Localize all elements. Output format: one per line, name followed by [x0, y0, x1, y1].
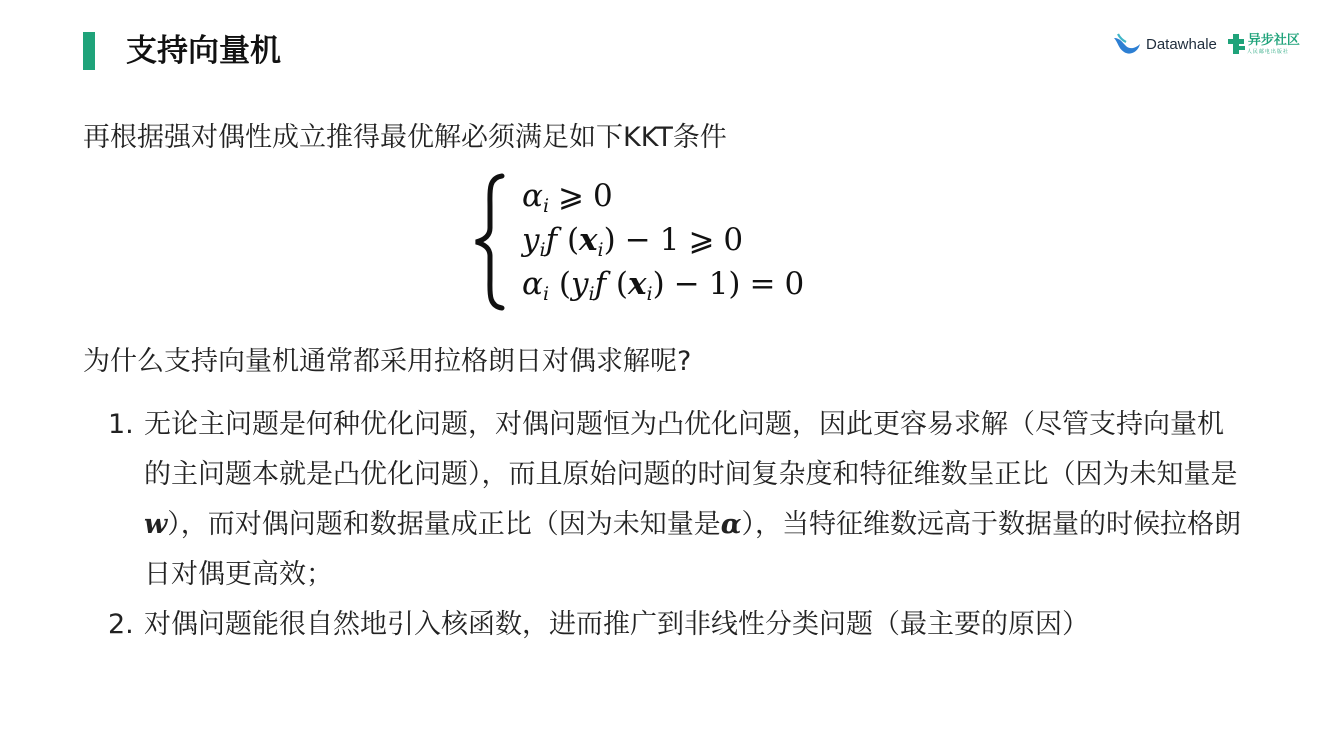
kkt-condition-3: $\alpha_i$ ($y_if$ $(x_i) - 1) = 0$: [522, 266, 805, 305]
kkt-equations: [522, 174, 804, 306]
list-item: [108, 400, 1248, 600]
page-title: 支持向量机: [126, 33, 281, 69]
datawhale-logo-text: Datawhale: [1146, 35, 1217, 53]
question-text: 为什么支持向量机通常都采用拉格朗日对偶求解呢?: [83, 346, 692, 377]
kkt-condition-1: $\alpha_i$ ⩾ 0: [522, 178, 613, 217]
community-logo-text: 异步社区: [1247, 32, 1300, 48]
left-brace-icon: [470, 172, 510, 312]
list-item-number: 1.: [108, 409, 134, 440]
math-var-w: w: [144, 509, 168, 540]
math-var-alpha: α: [720, 509, 742, 540]
title-accent-bar: [83, 32, 95, 70]
kkt-condition-2: $y_if$ $(x_i) - 1$ ⩾ 0: [522, 222, 744, 261]
community-logo-text-group: [1247, 34, 1300, 55]
kkt-intro-text: 再根据强对偶性成立推得最优解必须满足如下KKT条件: [83, 122, 727, 153]
community-icon: [1227, 32, 1247, 56]
datawhale-logo: [1112, 32, 1217, 56]
list-item: [108, 600, 1248, 650]
kkt-formula-block: [470, 170, 890, 310]
list-item-text: 对偶问题能很自然地引入核函数，进而推广到非线性分类问题（最主要的原因）: [144, 609, 1089, 640]
whale-icon: [1112, 32, 1142, 56]
community-logo: [1227, 32, 1300, 56]
community-logo-subtext: 人民邮电出版社: [1246, 48, 1289, 55]
list-item-number: 2.: [108, 609, 134, 640]
list-item-text: 无论主问题是何种优化问题，对偶问题恒为凸优化问题，因此更容易求解（尽管支持向量机的主问题本就是凸优化问题），而且原始问题的时间复杂度和特征维数呈正比（因为未知量是w），而对偶问题和数据量成正比（因为未知量是α），当特征维数远高于数据量的时候拉格朗日对偶更高效；: [144, 409, 1242, 590]
reason-list: [108, 400, 1248, 650]
logo-group: [1112, 28, 1300, 60]
